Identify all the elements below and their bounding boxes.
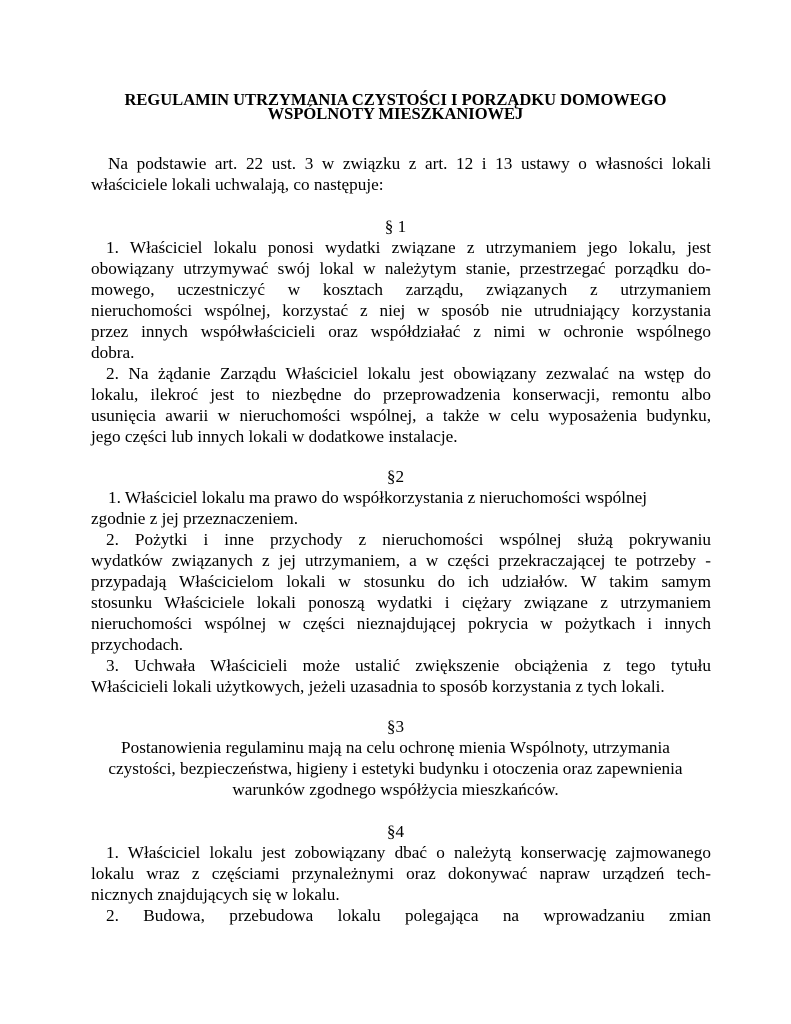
paragraph-line: zgodnie z jej przeznaczeniem. bbox=[91, 509, 299, 528]
paragraph-line: 1. Właściciel lokalu jest zobowiązany dbać o należytą konserwację zajmowanego bbox=[106, 843, 711, 862]
paragraph-line: 2. Budowa, przebudowa lokalu polegająca na wprowadzaniu zmian bbox=[106, 906, 711, 925]
paragraph-line: warunków zgodnego współżycia mieszkańców. bbox=[232, 780, 559, 799]
paragraph-line: lokalu wraz z częściami przynależnymi oraz dokonywać napraw urządzeń tech- bbox=[91, 864, 711, 883]
paragraph-line: nieruchomości wspólnej, korzystać z niej w sposób nie utrudniający korzystania bbox=[91, 301, 711, 320]
paragraph-line: nieruchomości wspólnej w części nieznajdującej pokrycia w pożytkach i innych bbox=[91, 614, 711, 633]
section-heading-2: §2 bbox=[386, 467, 405, 486]
paragraph-line: 2. Na żądanie Zarządu Właściciel lokalu jest obowiązany zezwalać na wstęp do bbox=[106, 364, 711, 383]
document-title-line-1: REGULAMIN UTRZYMANIA CZYSTOŚCI I PORZĄDKU DOMOWEGO bbox=[124, 90, 667, 109]
paragraph-line: 1. Właściciel lokalu ponosi wydatki związane z utrzymaniem jego lokalu, jest bbox=[106, 238, 711, 257]
paragraph-line: Postanowienia regulaminu mają na celu ochronę mienia Wspólnoty, utrzymania bbox=[121, 738, 670, 757]
paragraph-line: przychodach. bbox=[91, 635, 184, 654]
paragraph-line: mowego, uczestniczyć w kosztach zarządu, związanych z utrzymaniem bbox=[91, 280, 711, 299]
paragraph-line: nicznych znajdujących się w lokalu. bbox=[91, 885, 340, 904]
intro-line: właściciele lokali uchwalają, co następuje: bbox=[91, 175, 384, 194]
paragraph-line: stosunku Właściciele lokali ponoszą wydatki i ciężary związane z utrzymaniem bbox=[91, 593, 711, 612]
document-title-line-2: WSPÓLNOTY MIESZKANIOWEJ bbox=[267, 104, 524, 123]
paragraph-line: 3. Uchwała Właścicieli może ustalić zwiększenie obciążenia z tego tytułu bbox=[106, 656, 711, 675]
intro-line: Na podstawie art. 22 ust. 3 w związku z art. 12 i 13 ustawy o własności lokali bbox=[108, 154, 711, 173]
paragraph-line: czystości, bezpieczeństwa, higieny i estetyki budynku i otoczenia oraz zapewnienia bbox=[108, 759, 683, 778]
paragraph-line: wydatków związanych z jej utrzymaniem, a w części przekraczającej te potrzeby - bbox=[91, 551, 711, 570]
paragraph-line: usunięcia awarii w nieruchomości wspólnej, a także w celu wyposażenia budynku, bbox=[91, 406, 711, 425]
paragraph-line: przez innych współwłaścicieli oraz współdziałać z nimi w ochronie wspólnego bbox=[91, 322, 711, 341]
paragraph-line: 1. Właściciel lokalu ma prawo do współkorzystania z nieruchomości wspólnej bbox=[108, 488, 648, 507]
paragraph-line: jego części lub innych lokali w dodatkowe instalacje. bbox=[91, 427, 458, 446]
section-heading-3: §3 bbox=[386, 717, 405, 736]
paragraph-line: Właścicieli lokali użytkowych, jeżeli uzasadnia to sposób korzystania z tych lokali. bbox=[91, 677, 665, 696]
section-heading-4: §4 bbox=[386, 822, 405, 841]
paragraph-line: dobra. bbox=[91, 343, 135, 362]
paragraph-line: obowiązany utrzymywać swój lokal w należytym stanie, przestrzegać porządku do- bbox=[91, 259, 711, 278]
section-heading-1: § 1 bbox=[384, 217, 407, 236]
paragraph-line: 2. Pożytki i inne przychody z nieruchomości wspólnej służą pokrywaniu bbox=[106, 530, 711, 549]
paragraph-line: lokalu, ilekroć jest to niezbędne do przeprowadzenia konserwacji, remontu albo bbox=[91, 385, 711, 404]
paragraph-line: przypadają Właścicielom lokali w stosunku do ich udziałów. W takim samym bbox=[91, 572, 711, 591]
